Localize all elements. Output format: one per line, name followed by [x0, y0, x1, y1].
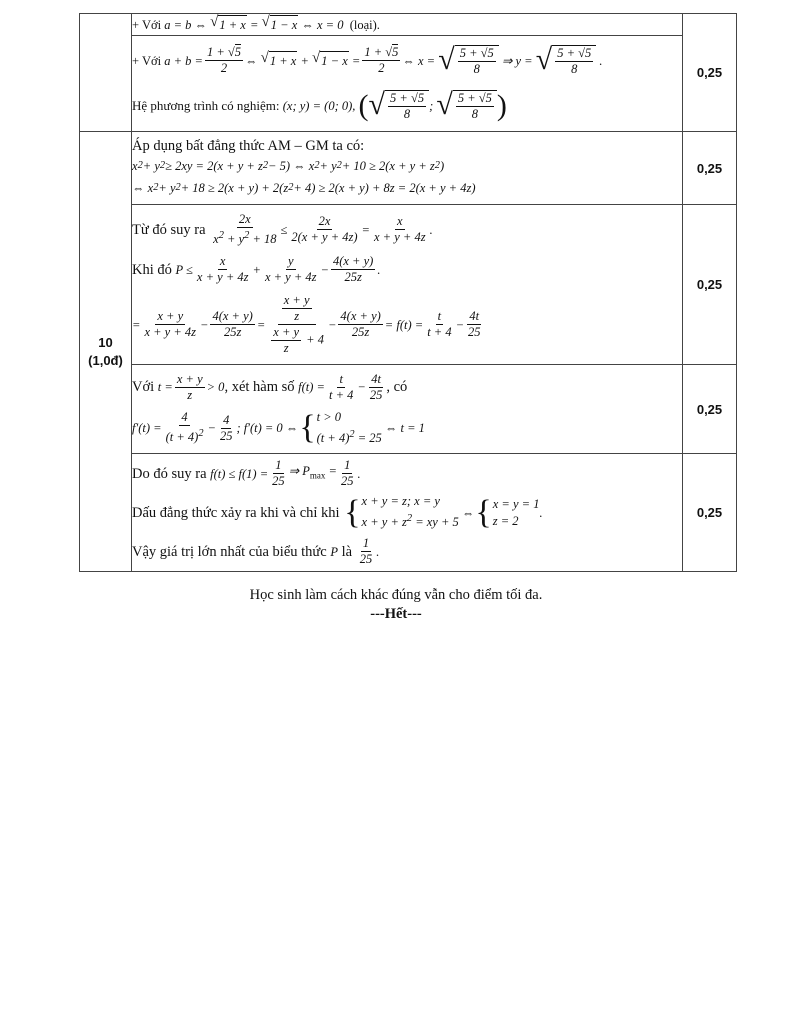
q9-solution-line: Hệ phương trình có nghiệm: (x; y) = (0; 0), ( √ $\frac{5 + √5}{8}$ ; √ $\frac{5 + √5}{8}$ ) — [132, 87, 507, 122]
q10-score-4: 0,25 — [683, 454, 737, 572]
q10-block-am-gm — [132, 132, 683, 205]
q10-block-function — [132, 365, 683, 454]
q10-score-2: 0,25 — [683, 205, 737, 365]
q9-case-equal-line: + Với a = b ⇔ √ 1 + x = √ 1 − x ⇔ x = 0 (loại). — [132, 14, 380, 32]
q10-function-line2: f′(t) = $\frac{4}{(t + 4)^2}$ − $\frac{4}{25}$ ; f′(t) = 0 ⇔ { t > 0 $(t + 4)^2 = 25$ ⇔ t = 1 — [132, 409, 425, 446]
q10-conclusion-line3: Vậy giá trị lớn nhất của biểu thức P là $\frac{1}{25}$ . — [132, 536, 380, 566]
q10-bound-line3: = $\frac{x + y}{x + y + 4z}$ − $\frac{4(x + y)}{25z}$ = $\frac{x + y}{z}$ $\frac{x + y}{z}$ + 4 − $\frac{4(x + y)}{25z}$ = f(t) = $\frac{t}{t + 4}$ − $\frac{4t}{25}$ — [132, 293, 481, 355]
footer-note: Học sinh làm cách khác đúng vẫn cho điểm tối đa. — [249, 587, 543, 603]
q10-am-gm-line2: ⇔ x 2 + y 2 + 18 ≥ 2(x + y) + 2(z 2 + 4) ≥ 2(x + y) + 8z = 2(x + y + 4z) — [132, 181, 476, 195]
q10-bound-line2: Khi đó P ≤ $\frac{x}{x + y + 4z}$ + $\frac{y}{x + y + 4z}$ − $\frac{4(x + y)}{25z}$ . — [132, 254, 381, 284]
q10-points: (1,0đ) — [88, 352, 123, 368]
q10-number: 10 — [98, 334, 113, 350]
q10-block-conclusion — [132, 454, 683, 572]
q9-case-sum-line: + Với a + b = $\frac{1 + √5}{2}$ ⇔ √ 1 + x + √ 1 − x = $\frac{1 + √5}{2}$ ⇔ x = √ $\frac{5 + √5}{8}$ ⇒ y = √ $\frac{5 + √5}{8}$ . — [132, 42, 603, 76]
q10-am-gm-title: Áp dụng bất đẳng thức AM – GM ta có: — [132, 138, 365, 154]
q10-am-gm-line1: x 2 + y 2 ≥ 2xy = 2(x + y + z 2 − 5) ⇔ x 2 + y 2 + 10 ≥ 2(x + y + z 2 ) — [132, 159, 445, 173]
q10-bound-line1: Từ đó suy ra $\frac{2x}{x^2 + y^2 + 18}$ ≤ $\frac{2x}{2(x + y + 4z)}$ = $\frac{x}{x + y + 4z}$ . — [132, 211, 433, 247]
grading-table — [79, 13, 737, 572]
q9-row-case-sum — [132, 36, 683, 132]
q9-row-case-equal — [132, 14, 683, 36]
q10-function-line1: Với t = $\frac{x + y}{z}$ > 0 , xét hàm số f(t) = $\frac{t}{t + 4}$ − $\frac{4t}{25}$ , có — [132, 371, 408, 402]
footer-end: ---Hết--- — [370, 606, 422, 622]
q10-score-3: 0,25 — [683, 365, 737, 454]
q10-number-cell — [80, 132, 132, 572]
q10-block-bound — [132, 205, 683, 365]
q10-conclusion-line1: Do đó suy ra f(t) ≤ f(1) = $\frac{1}{25}$ ⇒ $P_{max}$ = $\frac{1}{25}$ . — [132, 458, 361, 488]
q10-conclusion-line2: Dấu đẳng thức xảy ra khi và chỉ khi { x + y = z; x = y $x + y + z^2$ = xy + 5 ⇔ { x = y = 1 z = 2 . — [132, 493, 543, 531]
q9-number-cell — [80, 14, 132, 132]
q9-score: 0,25 — [683, 14, 737, 132]
q10-score-1: 0,25 — [683, 132, 737, 205]
